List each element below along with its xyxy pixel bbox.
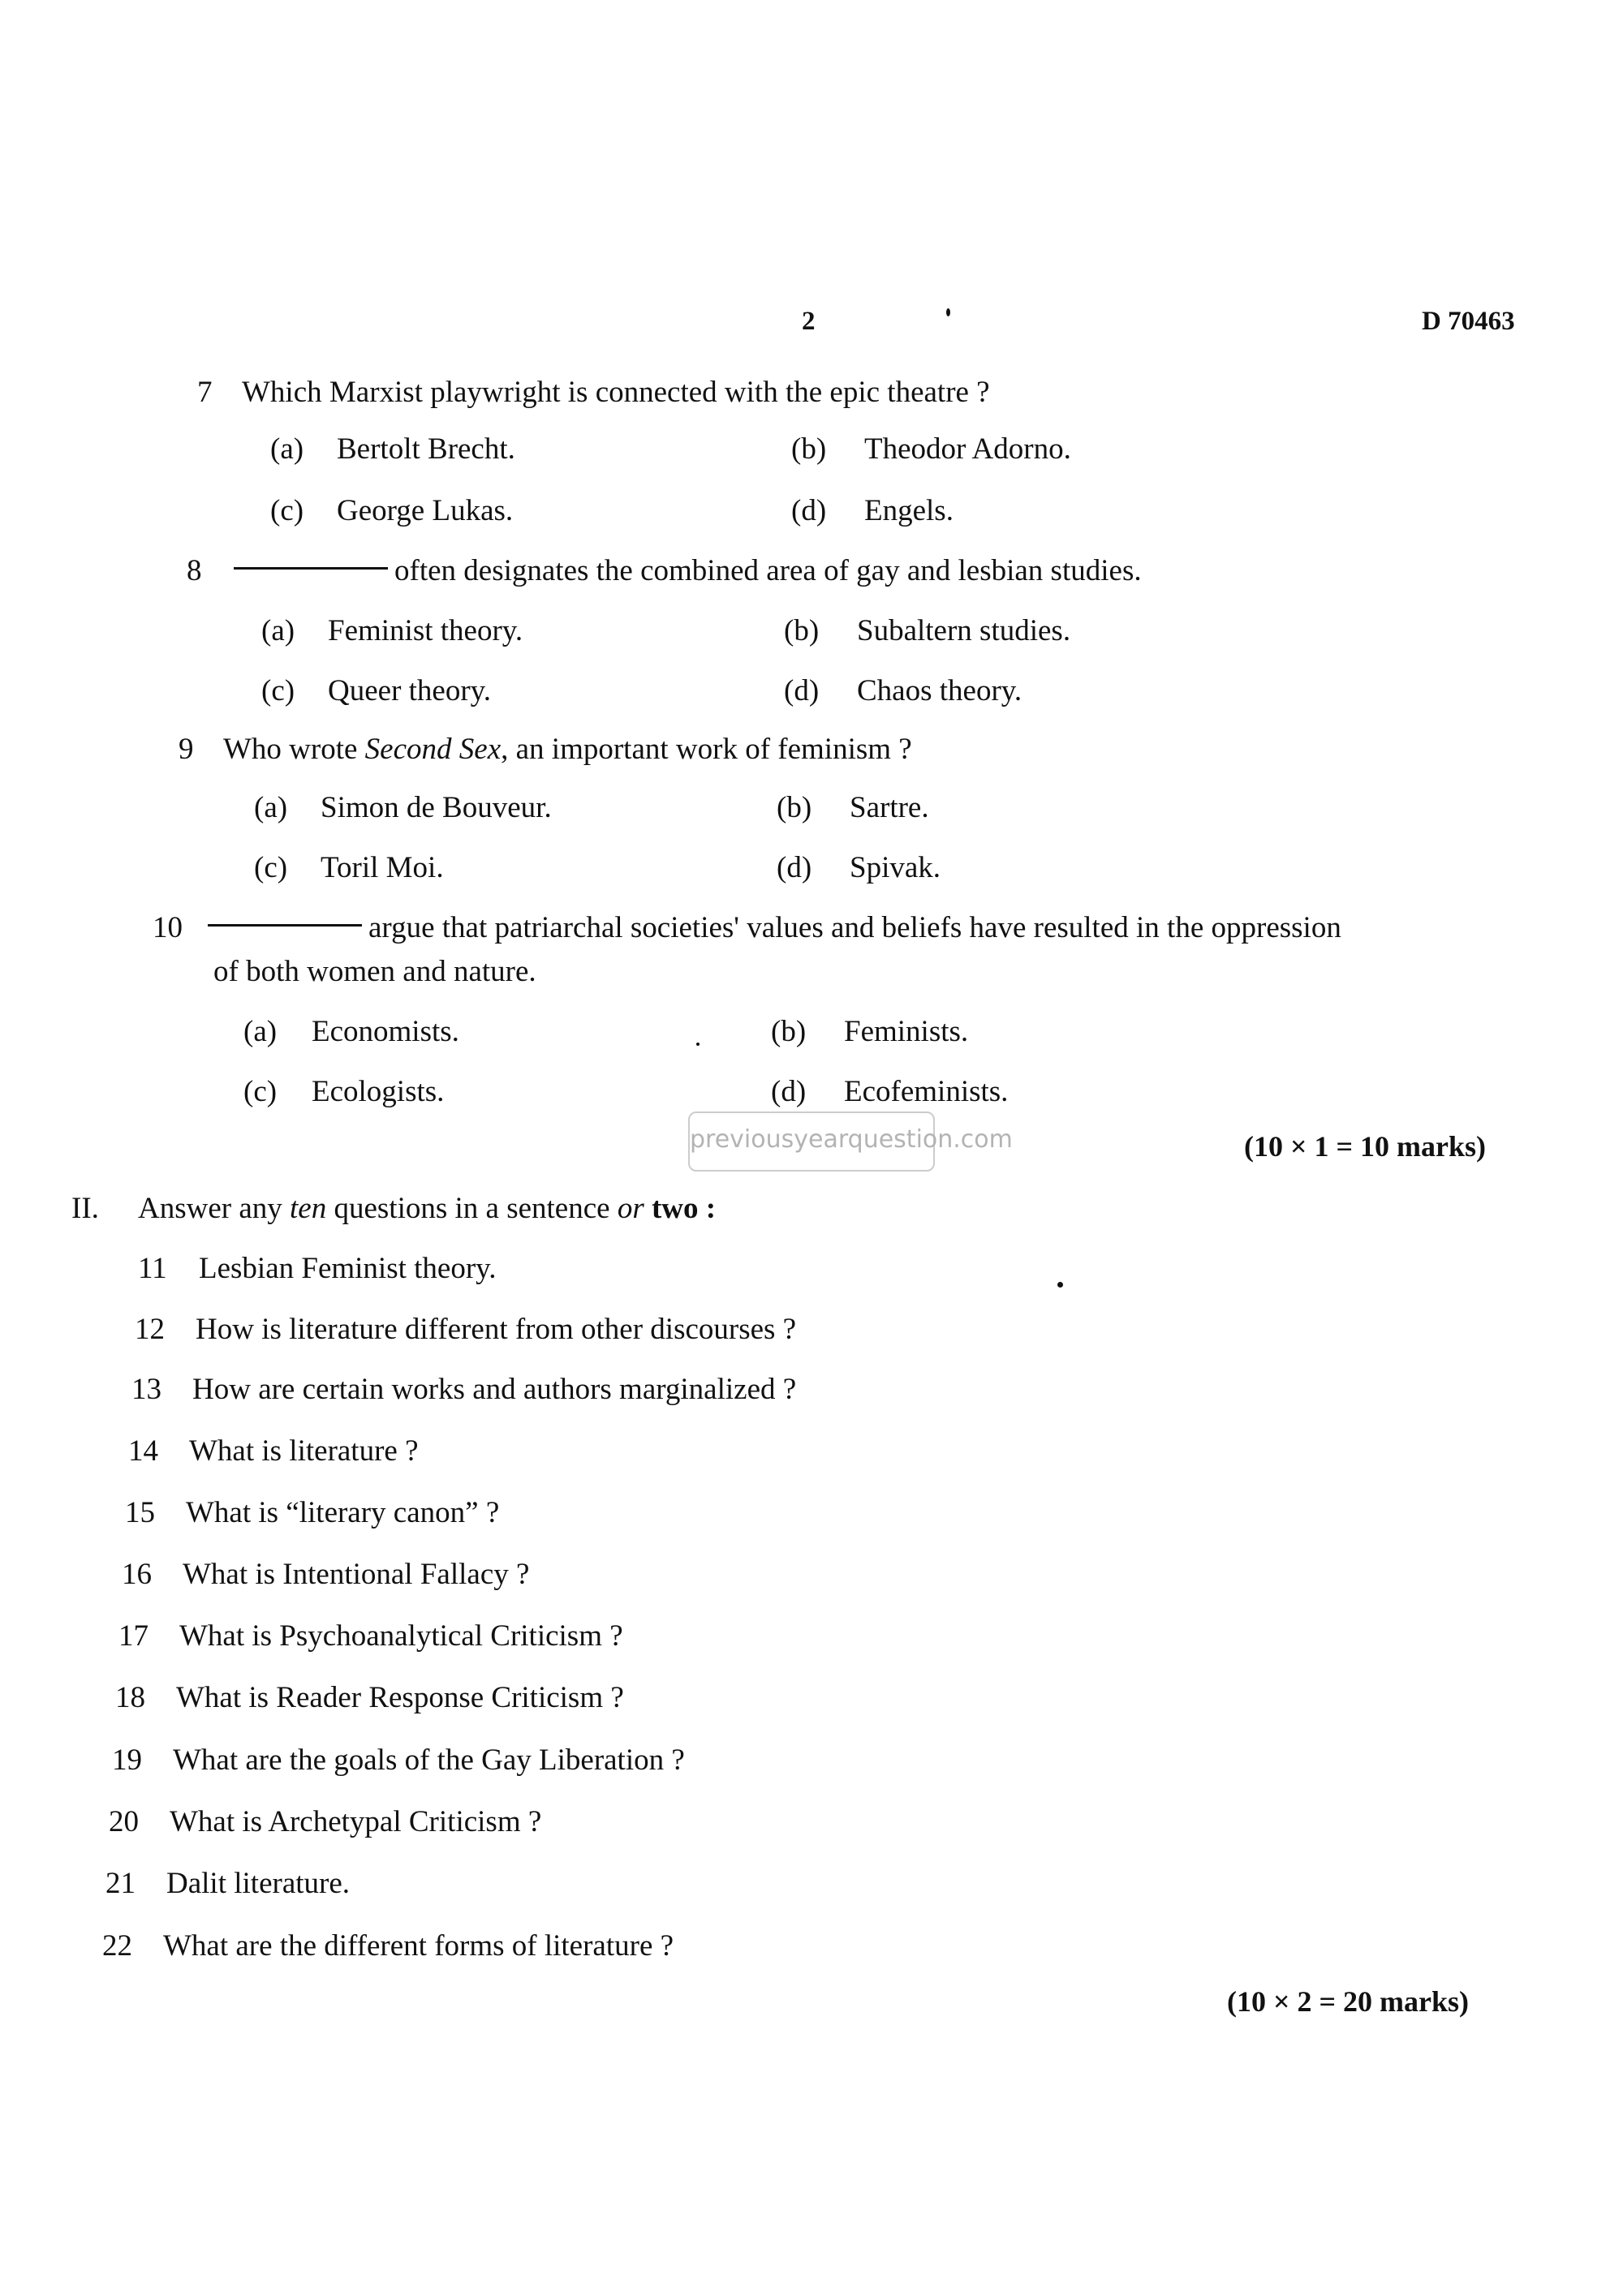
- option-text: Subaltern studies.: [857, 614, 1071, 647]
- option-text: Toril Moi.: [321, 851, 444, 884]
- question-text: What is Psychoanalytical Criticism ?: [179, 1619, 623, 1653]
- option-label: (b): [784, 614, 820, 647]
- question-8: [187, 553, 1142, 588]
- question-text: What are the goals of the Gay Liberation ?: [173, 1743, 685, 1777]
- question-16: [122, 1557, 529, 1592]
- option-text: Feminists.: [844, 1015, 969, 1048]
- option-label: (a): [270, 432, 304, 466]
- question-number: 7: [197, 376, 213, 409]
- option-label: (a): [243, 1015, 278, 1048]
- section-1-marks: (10 × 1 = 10 marks): [1244, 1130, 1487, 1163]
- option-text: Ecologists.: [312, 1075, 445, 1108]
- question-text: What is “literary canon” ?: [186, 1496, 500, 1529]
- option-label: (d): [784, 674, 820, 707]
- question-19: [112, 1743, 685, 1778]
- question-number: 22: [102, 1929, 132, 1963]
- option-label: (b): [771, 1015, 807, 1048]
- option-text: Queer theory.: [328, 674, 492, 707]
- option-8c: [261, 673, 491, 708]
- option-text: Sartre.: [850, 791, 929, 824]
- section-numeral: II.: [71, 1192, 99, 1225]
- option-9c: [254, 850, 444, 885]
- option-text: Engels.: [864, 494, 954, 527]
- paper-code: D 70463: [1422, 307, 1515, 336]
- answer-blank: [234, 567, 388, 570]
- option-label: (d): [777, 851, 812, 884]
- option-10a: [243, 1014, 459, 1049]
- option-text: Bertolt Brecht.: [337, 432, 515, 466]
- option-label: (c): [243, 1075, 278, 1108]
- option-8a: [261, 613, 523, 648]
- section-2-instruction: [71, 1191, 716, 1226]
- question-number: 13: [131, 1373, 161, 1406]
- question-20: [109, 1804, 541, 1839]
- question-18: [115, 1680, 624, 1715]
- scan-speck: [696, 1043, 700, 1046]
- option-label: (d): [771, 1075, 807, 1108]
- question-text: How are certain works and authors marginalized ?: [192, 1373, 797, 1406]
- option-9b: [777, 790, 929, 825]
- question-10: [153, 910, 1341, 945]
- question-text: often designates the combined area of gay and lesbian studies.: [394, 554, 1142, 587]
- option-label: (d): [791, 494, 827, 527]
- question-text: How is literature different from other discourses ?: [196, 1313, 797, 1346]
- question-13: [131, 1372, 796, 1407]
- option-8d: [784, 673, 1022, 708]
- question-number: 15: [125, 1496, 155, 1529]
- question-10-line2: of both women and nature.: [213, 955, 536, 988]
- option-10b: [771, 1014, 968, 1049]
- question-number: 20: [109, 1805, 139, 1838]
- option-text: Simon de Bouveur.: [321, 791, 552, 824]
- option-7c: [270, 493, 513, 528]
- question-21: [105, 1866, 350, 1901]
- question-number: 21: [105, 1867, 136, 1900]
- question-number: 19: [112, 1743, 142, 1777]
- question-14: [128, 1434, 419, 1468]
- question-number: 18: [115, 1681, 145, 1714]
- question-text: What is Archetypal Criticism ?: [170, 1805, 542, 1838]
- option-7a: [270, 432, 515, 467]
- option-text: Chaos theory.: [857, 674, 1022, 707]
- question-number: 11: [138, 1252, 167, 1285]
- option-text: Spivak.: [850, 851, 941, 884]
- option-label: (c): [261, 674, 295, 707]
- question-text: What is Intentional Fallacy ?: [183, 1558, 530, 1591]
- question-text-start: Who wrote: [223, 733, 365, 766]
- option-text: Ecofeminists.: [844, 1075, 1009, 1108]
- option-7d: [791, 493, 954, 528]
- option-8b: [784, 613, 1070, 648]
- option-text: Theodor Adorno.: [864, 432, 1071, 466]
- option-9d: [777, 850, 941, 885]
- question-text: Which Marxist playwright is connected with the epic theatre ?: [242, 376, 990, 409]
- option-text: George Lukas.: [337, 494, 514, 527]
- question-text-line1: argue that patriarchal societies' values and beliefs have resulted in the oppression: [368, 911, 1341, 944]
- scan-speck: [1057, 1282, 1063, 1288]
- question-number: 17: [118, 1619, 149, 1653]
- question-text: What is literature ?: [189, 1434, 419, 1468]
- page-number: 2: [802, 307, 816, 336]
- option-10c: [243, 1074, 444, 1109]
- instruction-text: questions in a sentence: [326, 1192, 618, 1225]
- question-number: 10: [153, 911, 183, 944]
- option-text: Feminist theory.: [328, 614, 523, 647]
- instruction-emphasis: or: [617, 1192, 644, 1225]
- option-9a: [254, 790, 552, 825]
- question-9: [179, 732, 912, 767]
- question-number: 12: [135, 1313, 165, 1346]
- question-text: Dalit literature.: [166, 1867, 351, 1900]
- scan-speck: [946, 308, 950, 316]
- question-number: 14: [128, 1434, 158, 1468]
- answer-blank: [208, 924, 362, 927]
- option-text: Economists.: [312, 1015, 459, 1048]
- question-11: [138, 1251, 497, 1286]
- question-number: 9: [179, 733, 194, 766]
- option-label: (b): [777, 791, 812, 824]
- question-15: [125, 1495, 499, 1530]
- watermark: previousyearquestion.com: [688, 1111, 935, 1172]
- option-7b: [791, 432, 1071, 467]
- question-12: [135, 1312, 796, 1347]
- question-22: [102, 1928, 674, 1963]
- instruction-emphasis: ten: [290, 1192, 327, 1225]
- option-label: (c): [254, 851, 288, 884]
- book-title: Second Sex: [364, 733, 502, 766]
- question-text: What are the different forms of literature ?: [163, 1929, 674, 1963]
- option-label: (c): [270, 494, 304, 527]
- question-number: 16: [122, 1558, 152, 1591]
- option-label: (b): [791, 432, 827, 466]
- question-number: 8: [187, 554, 202, 587]
- instruction-text: two :: [644, 1192, 717, 1225]
- question-text: What is Reader Response Criticism ?: [176, 1681, 624, 1714]
- question-text: Lesbian Feminist theory.: [199, 1252, 497, 1285]
- instruction-text: Answer any: [138, 1192, 291, 1225]
- option-10d: [771, 1074, 1008, 1109]
- option-label: (a): [254, 791, 288, 824]
- option-label: (a): [261, 614, 295, 647]
- question-17: [118, 1619, 623, 1653]
- question-7: [197, 375, 990, 410]
- section-2-marks: (10 × 2 = 20 marks): [1227, 1985, 1470, 2018]
- question-text-end: , an important work of feminism ?: [501, 733, 912, 766]
